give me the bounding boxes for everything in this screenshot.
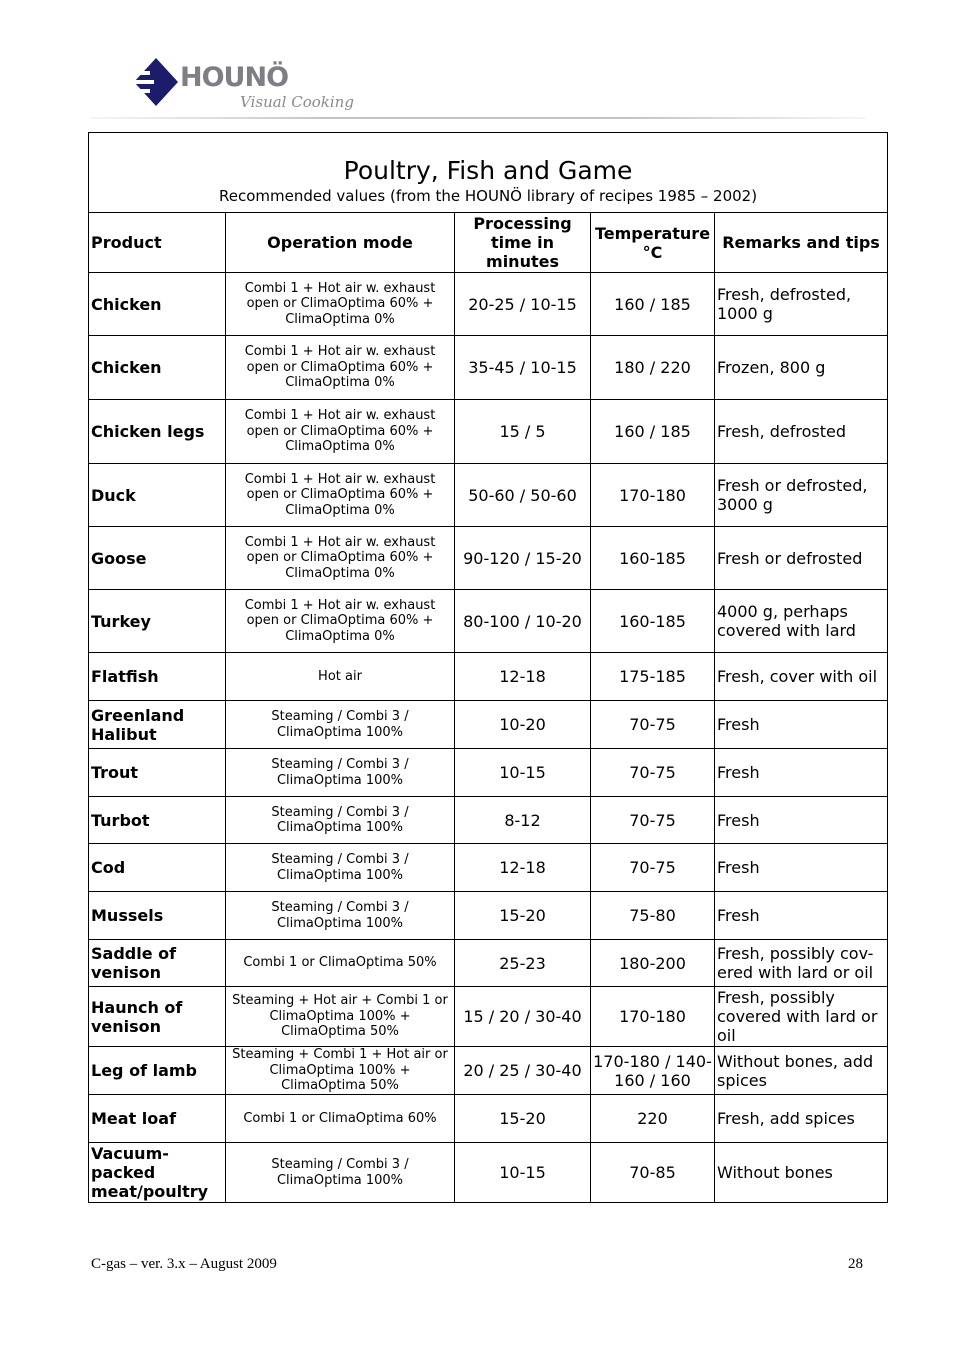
cell-remarks: Fresh, add spices [715,1095,888,1143]
cell-remarks: Fresh, possibly cov-ered with lard or oil [715,940,888,987]
cell-remarks: Without bones, add spices [715,1047,888,1095]
cell-mode: Combi 1 + Hot air w. exhaust open or ClimaOptima 60% + ClimaOptima 0% [226,336,455,400]
cell-remarks: Fresh or defrosted [715,527,888,590]
cell-remarks: Fresh [715,701,888,749]
cell-remarks: 4000 g, perhaps covered with lard [715,590,888,653]
cell-temp: 70-85 [591,1143,715,1203]
cell-mode: Combi 1 + Hot air w. exhaust open or ClimaOptima 60% + ClimaOptima 0% [226,273,455,336]
table-subtitle: Recommended values (from the HOUNÖ library of recipes 1985 – 2002) [219,187,758,205]
cell-mode: Steaming / Combi 3 / ClimaOptima 100% [226,844,455,892]
cell-temp: 170-180 / 140-160 / 160 [591,1047,715,1095]
cell-time: 15-20 [455,892,591,940]
cell-remarks: Fresh, defrosted, 1000 g [715,273,888,336]
cell-remarks: Fresh [715,892,888,940]
cell-time: 12-18 [455,653,591,701]
cell-product: Mussels [89,892,226,940]
cell-remarks: Fresh, cover with oil [715,653,888,701]
cell-mode: Combi 1 or ClimaOptima 50% [226,940,455,987]
cell-temp: 160-185 [591,590,715,653]
cell-product: Turkey [89,590,226,653]
cell-product: Chicken legs [89,400,226,464]
recipe-table [88,132,888,1203]
cell-product: Duck [89,464,226,527]
cell-time: 12-18 [455,844,591,892]
cell-mode: Steaming + Combi 1 + Hot air or ClimaOptima 100% + ClimaOptima 50% [226,1047,455,1095]
table-row [89,749,888,797]
cell-time: 8-12 [455,797,591,844]
cell-mode: Steaming / Combi 3 / ClimaOptima 100% [226,749,455,797]
cell-temp: 180 / 220 [591,336,715,400]
cell-product: Cod [89,844,226,892]
cell-product: Leg of lamb [89,1047,226,1095]
header-processing-time: Processing time in minutes [455,213,591,273]
table-row [89,527,888,590]
cell-temp: 160 / 185 [591,400,715,464]
cell-product: Goose [89,527,226,590]
cell-mode: Combi 1 or ClimaOptima 60% [226,1095,455,1143]
cell-temp: 220 [591,1095,715,1143]
cell-time: 80-100 / 10-20 [455,590,591,653]
hounoe-logo [128,56,368,118]
table-row [89,273,888,336]
table-row [89,797,888,844]
table-row [89,987,888,1047]
table-row [89,701,888,749]
table-row [89,653,888,701]
cell-product: Trout [89,749,226,797]
cell-temp: 70-75 [591,844,715,892]
page-number: 28 [848,1256,863,1272]
header-product: Product [89,213,226,273]
cell-product: Meat loaf [89,1095,226,1143]
cell-mode: Hot air [226,653,455,701]
cell-mode: Steaming / Combi 3 / ClimaOptima 100% [226,797,455,844]
cell-remarks: Fresh, possibly covered with lard or oil [715,987,888,1047]
cell-temp: 70-75 [591,797,715,844]
table-title: Poultry, Fish and Game [343,156,633,185]
cell-mode: Combi 1 + Hot air w. exhaust open or ClimaOptima 60% + ClimaOptima 0% [226,527,455,590]
logo-tagline: Visual Cooking [240,93,354,111]
cell-temp: 170-180 [591,987,715,1047]
cell-product: Saddle of venison [89,940,226,987]
cell-temp: 160 / 185 [591,273,715,336]
table-row [89,336,888,400]
cell-time: 20 / 25 / 30-40 [455,1047,591,1095]
footer-version: C-gas – ver. 3.x – August 2009 [91,1256,277,1272]
cell-product: Haunch of venison [89,987,226,1047]
cell-product: Turbot [89,797,226,844]
table-row [89,844,888,892]
cell-remarks: Frozen, 800 g [715,336,888,400]
table-row [89,1095,888,1143]
table-row [89,590,888,653]
cell-time: 35-45 / 10-15 [455,336,591,400]
table-title-cell [89,133,888,213]
cell-product: Vacuum-packed meat/poultry [89,1143,226,1203]
cell-time: 10-15 [455,1143,591,1203]
cell-product: Greenland Halibut [89,701,226,749]
table-row [89,464,888,527]
cell-mode: Combi 1 + Hot air w. exhaust open or ClimaOptima 60% + ClimaOptima 0% [226,590,455,653]
cell-remarks: Without bones [715,1143,888,1203]
header-divider [90,117,866,119]
table-row [89,892,888,940]
cell-mode: Combi 1 + Hot air w. exhaust open or ClimaOptima 60% + ClimaOptima 0% [226,464,455,527]
cell-mode: Combi 1 + Hot air w. exhaust open or ClimaOptima 60% + ClimaOptima 0% [226,400,455,464]
table-row [89,400,888,464]
cell-time: 10-15 [455,749,591,797]
cell-mode: Steaming / Combi 3 / ClimaOptima 100% [226,1143,455,1203]
cell-time: 15 / 5 [455,400,591,464]
cell-remarks: Fresh, defrosted [715,400,888,464]
cell-time: 15-20 [455,1095,591,1143]
logo-mark-icon [128,58,180,110]
header-temperature: Temperature °C [591,213,715,273]
cell-temp: 170-180 [591,464,715,527]
cell-mode: Steaming + Hot air + Combi 1 or ClimaOptima 100% + ClimaOptima 50% [226,987,455,1047]
cell-time: 25-23 [455,940,591,987]
table-row [89,1143,888,1203]
cell-temp: 175-185 [591,653,715,701]
header-remarks: Remarks and tips [715,213,888,273]
cell-product: Chicken [89,273,226,336]
cell-remarks: Fresh or defrosted, 3000 g [715,464,888,527]
cell-remarks: Fresh [715,797,888,844]
cell-temp: 75-80 [591,892,715,940]
header-row [89,213,888,273]
cell-product: Chicken [89,336,226,400]
cell-time: 20-25 / 10-15 [455,273,591,336]
header-operation-mode: Operation mode [226,213,455,273]
cell-time: 90-120 / 15-20 [455,527,591,590]
cell-remarks: Fresh [715,844,888,892]
cell-temp: 180-200 [591,940,715,987]
cell-product: Flatfish [89,653,226,701]
cell-mode: Steaming / Combi 3 / ClimaOptima 100% [226,892,455,940]
cell-time: 10-20 [455,701,591,749]
logo-wordmark: HOUNÖ [180,62,289,93]
cell-remarks: Fresh [715,749,888,797]
cell-temp: 70-75 [591,749,715,797]
table-row [89,1047,888,1095]
table-row [89,940,888,987]
cell-time: 15 / 20 / 30-40 [455,987,591,1047]
cell-time: 50-60 / 50-60 [455,464,591,527]
cell-temp: 70-75 [591,701,715,749]
cell-mode: Steaming / Combi 3 / ClimaOptima 100% [226,701,455,749]
cell-temp: 160-185 [591,527,715,590]
